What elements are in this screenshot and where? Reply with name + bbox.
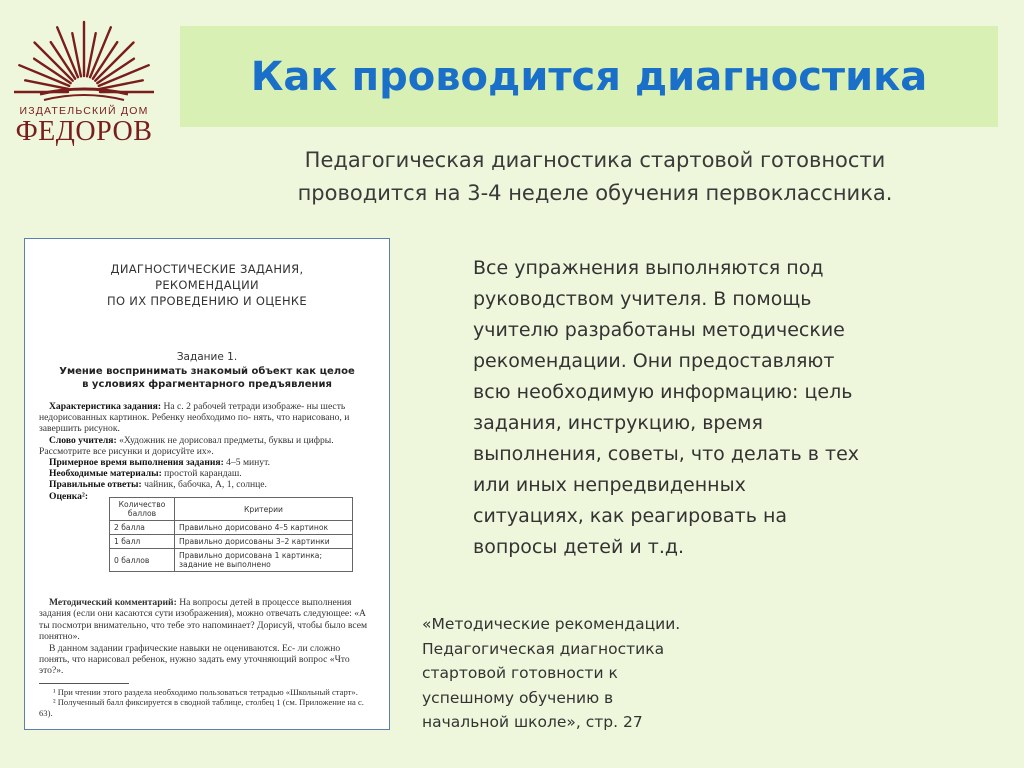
description-text [473, 253, 943, 563]
doc-score: Оценка²: [49, 490, 89, 502]
description-line: руководством учителя. В помощь [473, 288, 812, 310]
doc-time-value: 4–5 минут. [226, 457, 270, 469]
logo-name: ФЕДОРОВ [15, 116, 153, 147]
doc-teacher-label: Слово учителя: [49, 434, 117, 446]
citation-line: стартовой готовности к [422, 664, 618, 682]
table-header-cell: Количество баллов [110, 498, 175, 521]
doc-comment-text: На вопросы детей в процессе выполнения задания (если они касаются сути изображения), можно отвечать следующее: «А ты посмотри внимательно, что тебе это напоминает? Дорисуй, чтобы было всем понятно». [39, 597, 368, 643]
doc-characteristic [39, 401, 369, 435]
table-header-cell: Критерии [175, 498, 353, 521]
doc-comment-paragraph: В данном задании графические навыки не оцениваются. Ес- ли сложно понять, что нарисовал ребенок, нужно задать ему уточняющий вопрос «Что это?». [39, 642, 350, 677]
doc-comment [39, 597, 369, 677]
doc-body [39, 401, 369, 502]
citation-line: Педагогическая диагностика [422, 639, 665, 658]
doc-answers-label: Правильные ответы: [49, 479, 142, 491]
description-line: выполнения, советы, что делать в тех [473, 443, 860, 465]
table-cell: Правильно дорисована 1 картинка; задание не выполнено [175, 549, 353, 572]
description-line: учителю разработаны методические [473, 319, 845, 341]
doc-materials [39, 468, 369, 479]
doc-footnote: ¹ При чтении этого раздела необходимо пользоваться тетрадью «Школьный старт». [53, 687, 358, 697]
doc-footnote: ² Полученный балл фиксируется в сводной таблице, столбец 1 (см. Приложение на с. 63). [39, 697, 364, 718]
description-line: всю необходимую информацию: цель [473, 381, 853, 403]
subtitle-line: Педагогическая диагностика стартовой готовности [304, 148, 886, 172]
score-table [109, 497, 353, 572]
doc-skill [39, 365, 375, 391]
doc-score-label: Оценка [49, 490, 82, 502]
description-line: рекомендации. Они предоставляют [473, 350, 835, 372]
sunrise-book-icon [14, 14, 154, 106]
doc-heading-line: ПО ИХ ПРОВЕДЕНИЮ И ОЦЕНКЕ [107, 294, 307, 308]
document-scan [24, 238, 390, 730]
doc-heading [25, 261, 389, 309]
doc-footnotes [39, 687, 369, 718]
doc-skill-line: в условиях фрагментарного предъявления [82, 379, 332, 390]
doc-task-number: Задание 1. [176, 351, 238, 363]
doc-skill-line: Умение воспринимать знакомый объект как целое [59, 366, 355, 377]
doc-comment-paragraph [39, 597, 369, 643]
table-cell: 1 балл [110, 535, 175, 549]
description-line: вопросы детей и т.д. [473, 536, 685, 558]
table-cell: 2 балла [110, 521, 175, 535]
citation-line: начальной школе», стр. 27 [422, 713, 643, 731]
table-cell: 0 баллов [110, 549, 175, 572]
table-row [110, 521, 353, 535]
footnote-divider [39, 683, 129, 684]
description-line: или иных непредвиденных [473, 474, 746, 496]
publisher-logo [14, 14, 154, 147]
table-row [110, 549, 353, 572]
table-cell: Правильно дорисовано 4–5 картинок [175, 521, 353, 535]
subtitle-line: проводится на 3-4 неделе обучения первоклассника. [297, 181, 893, 205]
doc-characteristic-text: На с. 2 рабочей тетради изображе- ны шесть недорисованных картинок. Ребенку необходимо по- нять, что нарисовано, и завершить рисунок. [39, 401, 350, 435]
table-header-row [110, 498, 353, 521]
subtitle [200, 144, 990, 210]
description-line: ситуациях, как реагировать на [473, 505, 788, 527]
doc-answers [39, 479, 369, 490]
doc-materials-value: простой карандаш. [164, 468, 242, 480]
doc-heading-line: ДИАГНОСТИЧЕСКИЕ ЗАДАНИЯ, [110, 262, 304, 276]
description-line: задания, инструкцию, время [473, 412, 763, 434]
doc-time [39, 457, 369, 468]
doc-materials-label: Необходимые материалы: [49, 468, 162, 480]
citation [422, 612, 722, 735]
doc-teacher-text: «Художник не дорисовал предметы, буквы и цифры. Рассмотрите все рисунки и дорисуйте их». [39, 434, 334, 457]
page-title: Как проводится диагностика [250, 53, 928, 100]
doc-time-label: Примерное время выполнения задания: [49, 457, 224, 469]
description-line: Все упражнения выполняются под [473, 257, 824, 279]
table-cell: Правильно дорисованы 3–2 картинки [175, 535, 353, 549]
doc-teacher-words [39, 435, 369, 457]
doc-answers-value: чайник, бабочка, А, 1, солнце. [144, 479, 267, 491]
title-bar [180, 26, 998, 127]
logo-caption: ИЗДАТЕЛЬСКИЙ ДОМ [19, 105, 149, 117]
table-row [110, 535, 353, 549]
doc-characteristic-label: Характеристика задания: [49, 401, 162, 412]
citation-line: успешному обучению в [422, 688, 614, 707]
doc-comment-label: Методический комментарий: [49, 597, 177, 608]
doc-heading-line: РЕКОМЕНДАЦИИ [155, 278, 259, 292]
citation-line: «Методические рекомендации. [422, 615, 681, 633]
